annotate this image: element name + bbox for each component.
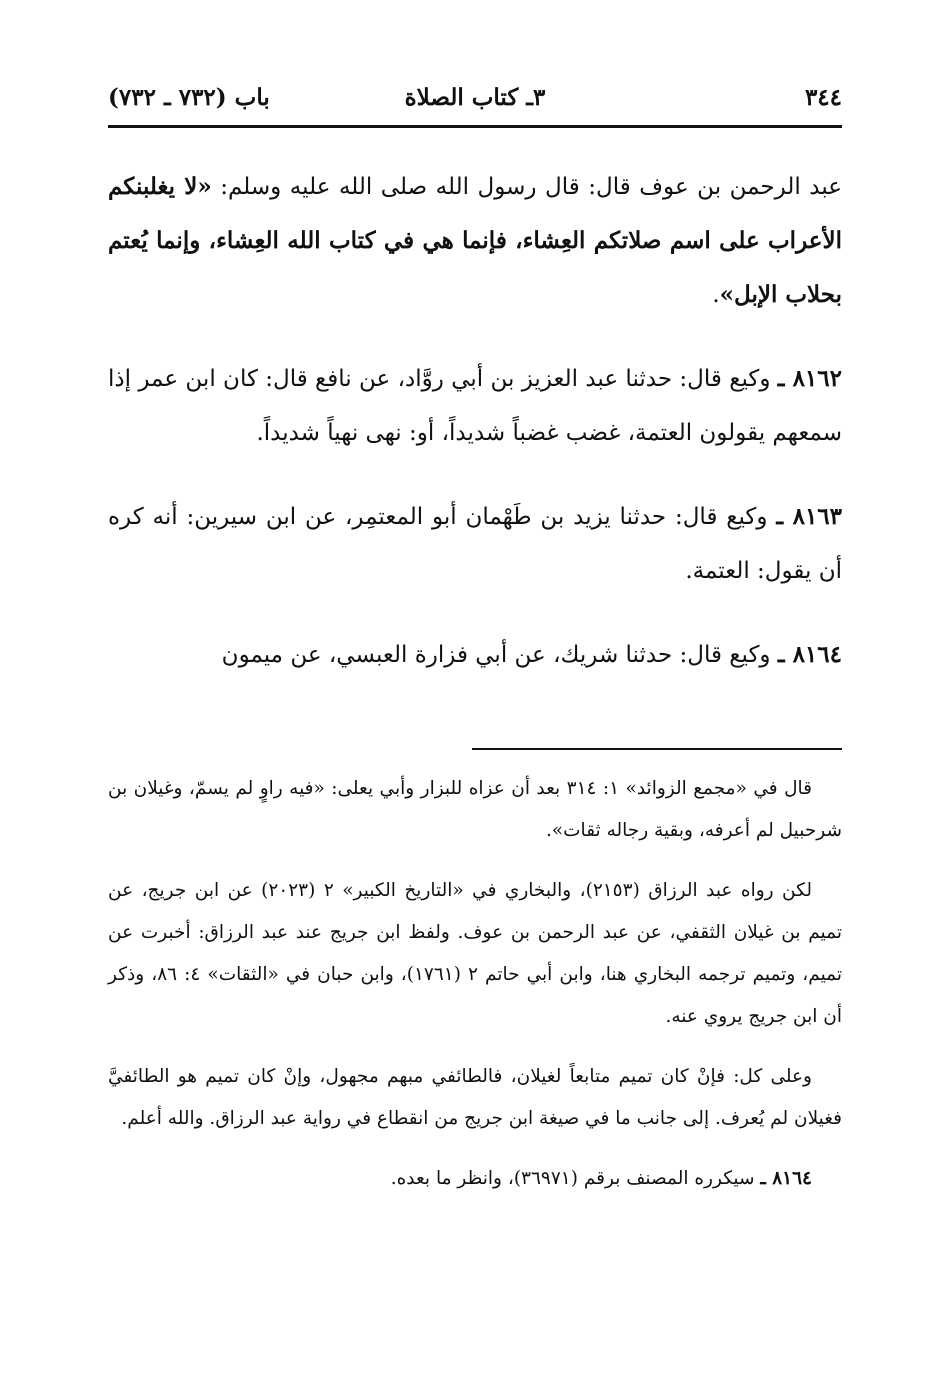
footnote-number: ٨١٦٤ ـ — [760, 1168, 812, 1189]
header-rule — [108, 125, 842, 128]
hadith-number: ٨١٦٢ ـ — [777, 365, 842, 392]
paragraph-hadith-8163 — [108, 490, 842, 598]
hadith-number: ٨١٦٤ ـ — [777, 641, 842, 668]
hadith-text: وكيع قال: حدثنا عبد العزيز بن أبي روَّاد، عن نافع قال: كان ابن عمر إذا سمعهم يقولون العتمة، غضب غضباً شديداً، أو: نهى نهياً شديداً. — [108, 366, 842, 446]
main-text — [108, 160, 842, 712]
paragraph-end: . — [712, 282, 720, 308]
footnote-paragraph-8164 — [108, 1158, 842, 1200]
page-number: ٣٤٤ — [804, 84, 842, 111]
page-header — [108, 80, 842, 122]
hadith-text: وكيع قال: حدثنا شريك، عن أبي فزارة العبسي، عن ميمون — [221, 642, 778, 668]
paragraph-start: عبد الرحمن بن عوف قال: قال رسول الله صلى الله عليه وسلم: — [211, 174, 842, 200]
chapter-range: باب (٧٣٢ ـ ٧٣٢) — [108, 84, 270, 111]
footnote-separator — [472, 748, 842, 750]
hadith-text: وكيع قال: حدثنا يزيد بن طَهْمان أبو المعتمِر، عن ابن سيرين: أنه كره أن يقول: العتمة. — [108, 504, 842, 584]
paragraph-hadith-8162 — [108, 352, 842, 460]
footnote-text: سيكرره المصنف برقم (٣٦٩٧١)، وانظر ما بعده. — [390, 1168, 761, 1189]
footnote-paragraph: لكن رواه عبد الرزاق (٢١٥٣)، والبخاري في «التاريخ الكبير» ٢ (٢٠٢٣) عن ابن جريج، عن تميم بن غيلان الثقفي، عن عبد الرحمن بن عوف. ولفظ ابن جريج عند عبد الرزاق: أخبرت عن تميم، وتميم ترجمه البخاري هنا، وابن أبي حاتم ٢ (١٧٦١)، وابن حبان في «الثقات» ٤: ٨٦، وذكر أن ابن جريج يروي عنه. — [108, 880, 843, 1027]
footnote-paragraph: قال في «مجمع الزوائد» ١: ٣١٤ بعد أن عزاه للبزار وأبي يعلى: «فيه راوٍ لم يسمّ، وغيلان بن شرحبيل لم أعرفه، وبقية رجاله ثقات». — [108, 778, 842, 841]
book-title: ٣ـ كتاب الصلاة — [404, 84, 546, 111]
footnotes — [108, 768, 842, 1218]
paragraph-hadith-8161-end — [108, 160, 842, 322]
prophetic-quote: «لا يغلبنكم الأعراب على اسم صلاتكم العِشاء، فإنما هي في كتاب الله العِشاء، وإنما يُعتم بحلاب الإبل» — [108, 173, 842, 308]
hadith-number: ٨١٦٣ ـ — [776, 503, 843, 530]
footnote-paragraph: وعلى كل: فإنْ كان تميم متابعاً لغيلان، فالطائفي مبهم مجهول، وإنْ كان تميم هو الطائفيَّ فغيلان لم يُعرف. إلى جانب ما في صيغة ابن جريج من انقطاع في رواية عبد الرزاق. والله أعلم. — [108, 1066, 842, 1129]
paragraph-hadith-8164 — [108, 628, 842, 682]
